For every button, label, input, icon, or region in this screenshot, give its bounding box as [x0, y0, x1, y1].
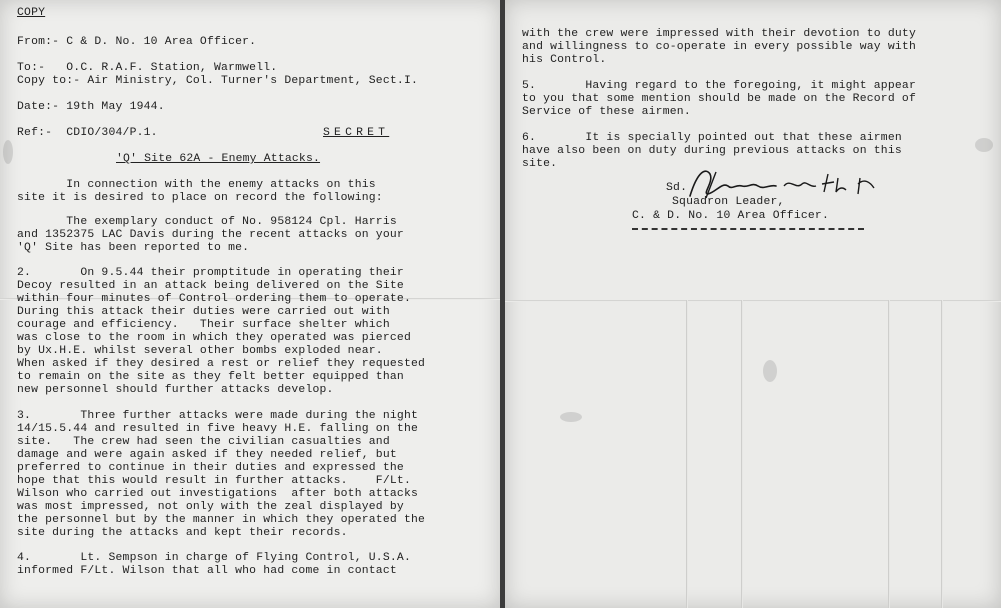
paragraph-1-line: The exemplary conduct of No. 958124 Cpl. Harris	[17, 216, 397, 228]
page-fold-crease	[505, 300, 1001, 302]
paragraph-2-line: Decoy resulted in an attack being delivered on the Site	[17, 280, 404, 292]
signature-title: Squadron Leader,	[672, 196, 785, 208]
paragraph-3-line: preferred to continue in their duties and expressed the	[17, 462, 404, 474]
copy-mark: COPY	[17, 7, 46, 19]
paragraph-3-line: the personnel but by the manner in which they operated the	[17, 514, 426, 526]
paragraph-2-line: courage and efficiency. Their surface shelter which	[17, 319, 390, 331]
paragraph-5-line: Service of these airmen.	[522, 106, 691, 118]
to-line: To:- O.C. R.A.F. Station, Warmwell.	[17, 62, 278, 74]
letter-page-one	[0, 0, 500, 608]
paragraph-3-line: Wilson who carried out investigations after both attacks	[17, 488, 419, 500]
paragraph-5-line: 5. Having regard to the foregoing, it might appear	[522, 80, 916, 92]
page-fold-crease	[686, 300, 688, 608]
paragraph-2-line: within four minutes of Control ordering them to operate.	[17, 293, 411, 305]
continuation-line: his Control.	[522, 54, 607, 66]
paragraph-1-line: and 1352375 LAC Davis during the recent attacks on your	[17, 229, 404, 241]
signature-rule	[632, 228, 864, 230]
secret-classification: SECRET	[323, 127, 390, 139]
paragraph-2-line: to remain on the site as they felt better equipped than	[17, 371, 404, 383]
signature-office: C. & D. No. 10 Area Officer.	[632, 210, 829, 222]
paragraph-1-line: 'Q' Site has been reported to me.	[17, 242, 250, 254]
paragraph-2-line: When asked if they desired a rest or relief they requested	[17, 358, 426, 370]
continuation-line: and willingness to co-operate in every possible way with	[522, 41, 916, 53]
paragraph-4-line: informed F/Lt. Wilson that all who had come in contact	[17, 565, 397, 577]
paragraph-2-line: by Ux.H.E. whilst several other bombs exploded near.	[17, 345, 383, 357]
paragraph-3-line: 3. Three further attacks were made during the night	[17, 410, 419, 422]
paragraph-6-line: have also been on duty during previous attacks on this	[522, 145, 902, 157]
paragraph-3-line: 14/15.5.44 and resulted in five heavy H.E. falling on the	[17, 423, 419, 435]
page-fold-crease	[888, 300, 890, 608]
from-line: From:- C & D. No. 10 Area Officer.	[17, 36, 257, 48]
copy-to-line: Copy to:- Air Ministry, Col. Turner's Department, Sect.I.	[17, 75, 419, 87]
intro-line: site it is desired to place on record the following:	[17, 192, 383, 204]
page-fold-crease	[741, 300, 743, 608]
paragraph-3-line: site. The crew had seen the civilian casualties and	[17, 436, 390, 448]
paragraph-3-line: damage and were again asked if they needed relief, but	[17, 449, 397, 461]
paper-stain	[763, 360, 777, 382]
date-line: Date:- 19th May 1944.	[17, 101, 165, 113]
paragraph-2-line: During this attack their duties were carried out with	[17, 306, 390, 318]
paragraph-2-line: was close to the room in which they operated was pierced	[17, 332, 411, 344]
paragraph-4-line: 4. Lt. Sempson in charge of Flying Control, U.S.A.	[17, 552, 411, 564]
paper-stain	[975, 138, 993, 152]
intro-line: In connection with the enemy attacks on this	[17, 179, 376, 191]
signature-prefix: Sd.	[666, 182, 688, 194]
paragraph-3-line: was most impressed, not only with the zeal displayed by	[17, 501, 404, 513]
paragraph-3-line: hope that this would result in further attacks. F/Lt.	[17, 475, 411, 487]
paper-stain	[3, 140, 13, 164]
continuation-line: with the crew were impressed with their devotion to duty	[522, 28, 916, 40]
paragraph-6-line: 6. It is specially pointed out that these airmen	[522, 132, 902, 144]
paragraph-5-line: to you that some mention should be made on the Record of	[522, 93, 916, 105]
paragraph-2-line: 2. On 9.5.44 their promptitude in operating their	[17, 267, 404, 279]
reference-line: Ref:- CDIO/304/P.1.	[17, 127, 158, 139]
letter-subject: 'Q' Site 62A - Enemy Attacks.	[116, 153, 321, 165]
paragraph-3-line: site during the attacks and kept their records.	[17, 527, 348, 539]
paragraph-2-line: new personnel should further attacks develop.	[17, 384, 334, 396]
page-fold-crease	[941, 300, 943, 608]
paragraph-6-line: site.	[522, 158, 558, 170]
paper-stain	[560, 412, 582, 422]
